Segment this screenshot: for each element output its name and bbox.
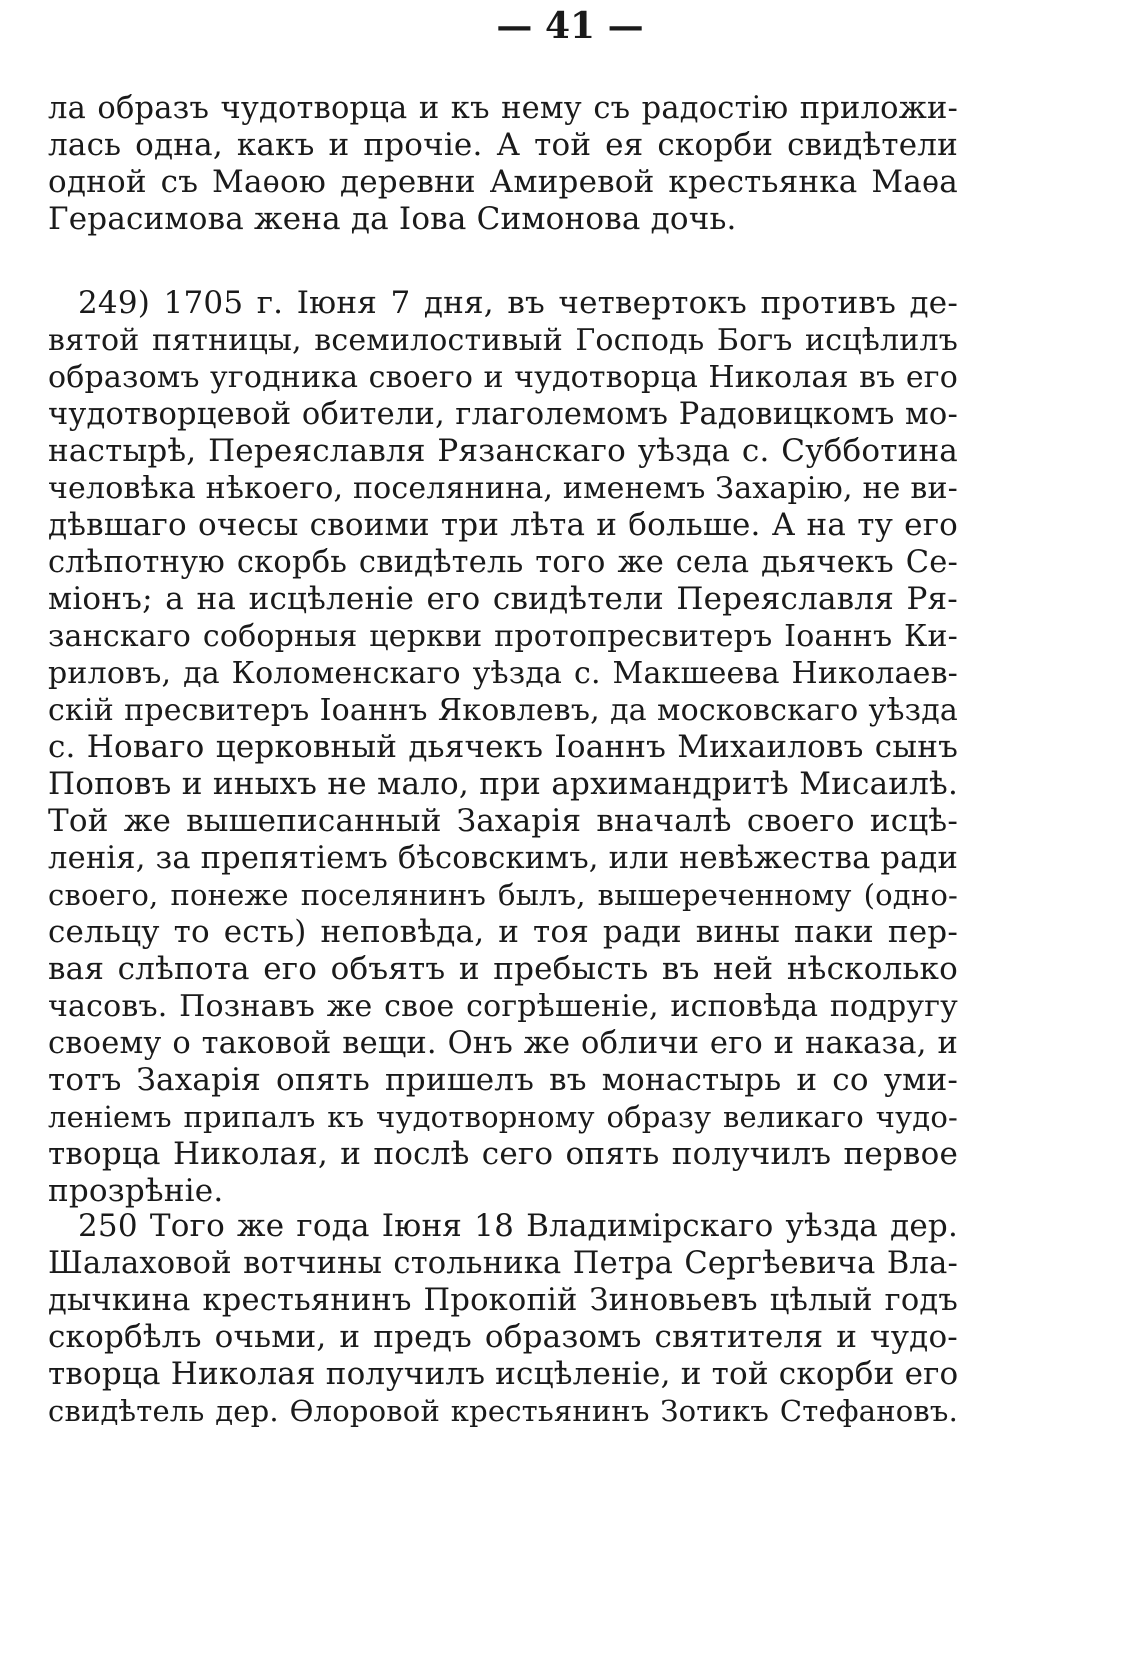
text-line: своему о таковой вещи. Онъ же обличи его и наказа, и: [48, 1026, 958, 1061]
text-line: своего, понеже поселянинъ былъ, вышереченному (одно-: [48, 878, 958, 912]
text-line: вая слѣпота его объятъ и пребысть въ ней нѣсколько: [48, 951, 958, 987]
text-line: 249) 1705 г. Іюня 7 дня, въ четвертокъ противъ де-: [78, 285, 958, 321]
text-line: дѣвшаго очесы своими три лѣта и больше. А на ту его: [48, 507, 958, 543]
text-line: свидѣтель дер. Ѳлоровой крестьянинъ Зотикъ Стефановъ.: [48, 1394, 958, 1428]
text-line: прозрѣніе.: [48, 1173, 224, 1209]
text-line: одной съ Маѳою деревни Амиревой крестьянка Маѳа: [48, 164, 958, 200]
text-line: скорбѣлъ очьми, и предъ образомъ святителя и чудо-: [48, 1319, 958, 1355]
text-line: міонъ; а на исцѣленіе его свидѣтели Переяславля Ря-: [48, 581, 958, 617]
text-line: леніемъ припалъ къ чудотворному образу великаго чудо-: [48, 1100, 958, 1134]
text-line: занскаго соборныя церкви протопресвитеръ Іоаннъ Ки-: [48, 619, 958, 654]
paragraph-249: [48, 285, 958, 1210]
text-line: вятой пятницы, всемилостивый Господь Богъ исцѣлилъ: [48, 323, 958, 358]
text-line: Герасимова жена да Іова Симонова дочь.: [48, 201, 737, 237]
text-line: творца Николая, и послѣ сего опять получилъ первое: [48, 1136, 958, 1172]
text-line: образомъ угодника своего и чудотворца Николая въ его: [48, 360, 958, 395]
text-line: лась одна, какъ и прочіе. А той ея скорби свидѣтели: [48, 127, 958, 163]
text-line: риловъ, да Коломенскаго уѣзда с. Макшеева Николаев-: [48, 656, 958, 691]
text-line: ленія, за препятіемъ бѣсовскимъ, или невѣжества ради: [48, 841, 958, 876]
text-line: дычкина крестьянинъ Прокопій Зиновьевъ цѣлый годъ: [48, 1283, 958, 1318]
text-line: Той же вышеписанный Захарія вначалѣ своего исцѣ-: [48, 803, 958, 839]
text-line: чудотворцевой обители, глаголемомъ Радовицкомъ мо-: [48, 397, 958, 432]
text-line: 250 Того же года Іюня 18 Владимірскаго уѣзда дер.: [78, 1208, 958, 1244]
text-line: сельцу то есть) неповѣда, и тоя ради вины паки пер-: [48, 914, 958, 950]
text-line: с. Новаго церковный дьячекъ Іоаннъ Михаиловъ сынъ: [48, 729, 958, 765]
text-line: тотъ Захарія опять пришелъ въ монастырь и со уми-: [48, 1062, 958, 1098]
text-line: настырѣ, Переяславля Рязанскаго уѣзда с. Субботина: [48, 433, 958, 469]
paragraph-250: [48, 1208, 958, 1430]
text-line: человѣка нѣкоего, поселянина, именемъ Захарію, не ви-: [48, 471, 958, 506]
text-line: Поповъ и иныхъ не мало, при архимандритѣ Мисаилѣ.: [48, 766, 958, 802]
text-line: Шалаховой вотчины стольника Петра Сергѣевича Вла-: [48, 1246, 958, 1281]
text-line: ла образъ чудотворца и къ нему съ радостію приложи-: [48, 91, 958, 126]
text-line: творца Николая получилъ исцѣленіе, и той скорби его: [48, 1356, 959, 1392]
paragraph-continuation: [48, 90, 958, 238]
text-line: слѣпотную скорбь свидѣтель того же села дьячекъ Се-: [48, 545, 958, 580]
page-number: — 41 —: [496, 5, 644, 47]
text-line: скій пресвитеръ Іоаннъ Яковлевъ, да московскаго уѣзда: [48, 693, 958, 728]
text-line: часовъ. Познавъ же свое согрѣшеніе, исповѣда подругу: [48, 989, 958, 1024]
